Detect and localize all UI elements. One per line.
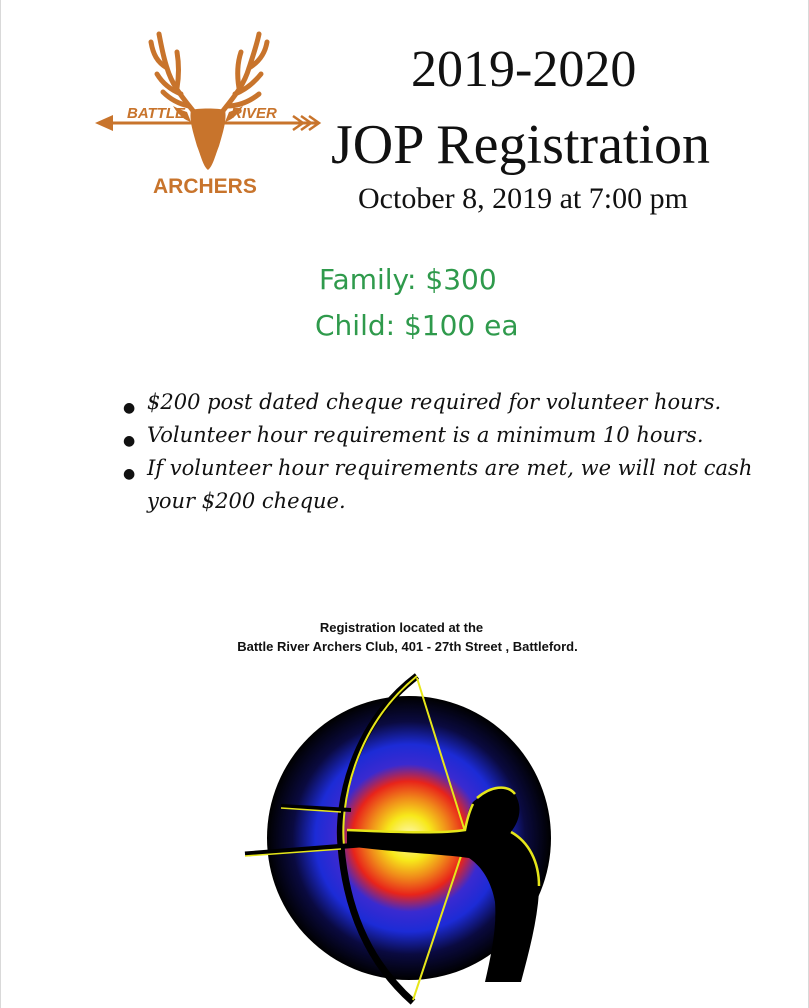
battle-river-archers-logo: [93, 30, 325, 202]
logo-word-battle: BATTLE: [127, 105, 186, 122]
list-item: ● Volunteer hour requirement is a minimum 10 hours.: [119, 419, 759, 452]
logo-word-archers: ARCHERS: [153, 175, 257, 198]
registration-address: Battle River Archers Club, 401 - 27th Street , Battleford.: [237, 639, 578, 654]
price-child: Child: $100 ea: [315, 309, 519, 342]
logo-word-river: RIVER: [231, 105, 277, 122]
price-family: Family: $300: [319, 263, 497, 296]
page-title: JOP Registration: [331, 114, 711, 176]
season-year: 2019-2020: [411, 41, 637, 98]
deer-antlers-icon: [151, 34, 267, 116]
event-date: October 8, 2019 at 7:00 pm: [358, 182, 688, 215]
requirements-list: [119, 386, 759, 518]
registration-heading: Registration located at the: [319, 620, 484, 635]
list-item: ● If volunteer hour requirements are met, we will not cash your $200 cheque.: [123, 456, 753, 513]
bullet-icon: ●: [123, 400, 136, 416]
archer-target-icon: [241, 666, 571, 1008]
bullet-icon: ●: [123, 466, 136, 482]
bullet-icon: ●: [123, 433, 136, 449]
list-item: ● $200 post dated cheque required for volunteer hours.: [119, 386, 759, 419]
